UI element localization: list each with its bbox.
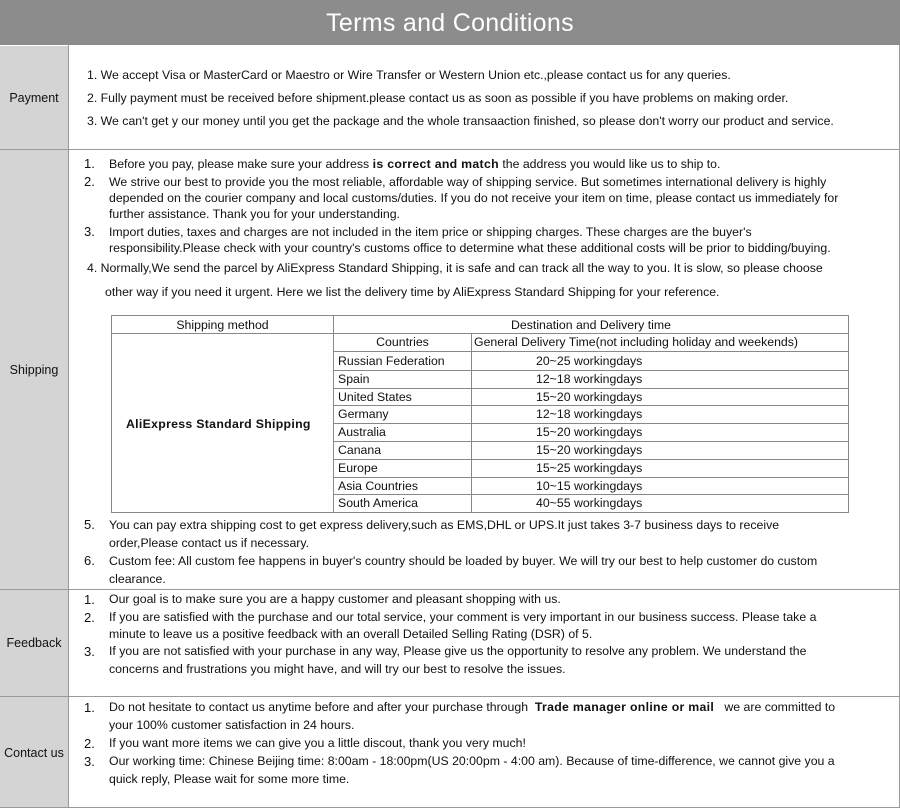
shipping-item-2-line-3: further assistance. Thank you for your understanding. <box>109 207 400 221</box>
shipping-item-5-line-1: You can pay extra shipping cost to get express delivery,such as EMS,DHL or UPS.It just takes 3-7 business days to receive <box>109 518 780 532</box>
table-row-time: 15~20 workingdays <box>536 389 643 404</box>
table-row-country: Germany <box>338 407 389 422</box>
shipping-item-1-text: Before you pay, please make sure your address <box>109 157 373 171</box>
payment-label: Payment <box>0 46 68 149</box>
shipping-method-name: AliExpress Standard Shipping <box>126 417 311 431</box>
table-row-country: Russian Federation <box>338 354 445 368</box>
table-row-country: Spain <box>338 371 370 386</box>
table-row-time: 20~25 workingdays <box>536 354 643 368</box>
table-row-country: Europe <box>338 460 378 475</box>
feedback-item-3-line-2: concerns and frustrations you might have, and will try our best to resolve the issues. <box>109 662 566 676</box>
contact-item-1-line-2: your 100% customer satisfaction in 24 hours. <box>109 718 355 732</box>
divider <box>68 45 69 808</box>
shipping-item-2-line-2: depended on the courier company and local customs/duties. If you do not receive your item on time, please contact us immediately for <box>109 191 839 205</box>
table-row-country: South America <box>338 496 418 511</box>
table-row-time: 12~18 workingdays <box>536 407 643 422</box>
table-header-time: General Delivery Time(not including holiday and weekends) <box>474 335 798 349</box>
contact-label: Contact us <box>0 697 68 808</box>
list-number: 2. <box>84 174 95 189</box>
table-row-time: 10~15 workingdays <box>536 478 643 493</box>
shipping-item-5-line-2: order,Please contact us if necessary. <box>109 536 310 550</box>
feedback-label: Feedback <box>0 590 68 696</box>
payment-item-2: 2. Fully payment must be received before shipment.please contact us as soon as possible if you have problems on making order. <box>87 91 789 105</box>
table-header-method: Shipping method <box>176 318 269 332</box>
table-row-time: 40~55 workingdays <box>536 496 643 511</box>
shipping-item-6-line-1: Custom fee: All custom fee happens in buyer's country should be loaded by buyer. We will try our best to help customer do custom <box>109 554 818 568</box>
table-header-destination: Destination and Delivery time <box>511 318 671 332</box>
payment-item-1: 1. We accept Visa or MasterCard or Maestro or Wire Transfer or Western Union etc.,please contact us for any queries. <box>87 68 731 82</box>
shipping-item-4-line-2: other way if you need it urgent. Here we list the delivery time by AliExpress Standard Shipping for your reference. <box>105 285 720 299</box>
table-row-time: 12~18 workingdays <box>536 371 643 386</box>
table-rule <box>333 351 848 352</box>
shipping-item-1-text-end: the address you would like us to ship to. <box>498 157 721 171</box>
contact-item-1-bold: Trade manager online or mail <box>534 700 715 714</box>
delivery-time-table <box>111 315 849 513</box>
contact-item-2: If you want more items we can give you a little discout, thank you very much! <box>109 736 526 750</box>
shipping-item-1 <box>109 156 720 173</box>
table-row-country: Australia <box>338 425 386 440</box>
list-number: 2. <box>84 610 95 625</box>
feedback-item-2-line-1: If you are satisfied with the purchase and our total service, your comment is very important in our business success. Please take a <box>109 610 817 624</box>
divider <box>0 589 900 590</box>
list-number: 2. <box>84 736 95 751</box>
payment-item-3: 3. We can't get y our money until you get the package and the whole transaaction finished, so please don't worry our product and service. <box>87 114 834 128</box>
feedback-item-3-line-1: If you are not satisfied with your purchase in any way, Please give us the opportunity to resolve any problem. We understand the <box>109 644 807 658</box>
feedback-item-1: Our goal is to make sure you are a happy customer and pleasant shopping with us. <box>109 592 561 606</box>
divider <box>0 696 900 697</box>
shipping-item-2-line-1: We strive our best to provide you the most reliable, affordable way of shipping service. But sometimes international delivery is highly <box>109 175 827 189</box>
shipping-item-1-bold: is correct and match <box>372 157 499 171</box>
shipping-item-4-line-1: 4. Normally,We send the parcel by AliExpress Standard Shipping, it is safe and can track all the way to you. It is slow, so please choose <box>87 261 823 275</box>
list-number: 3. <box>84 644 95 659</box>
contact-item-3-line-1: Our working time: Chinese Beijing time: 8:00am - 18:00pm(US 20:00pm - 4:00 am). Because of time-difference, we cannot give you a <box>109 754 835 768</box>
shipping-item-3-line-1: Import duties, taxes and charges are not included in the item price or shipping charges. These charges are the buyer's <box>109 225 752 239</box>
table-row-country: Asia Countries <box>338 478 418 493</box>
divider <box>0 149 900 150</box>
table-row-time: 15~20 workingdays <box>536 425 643 440</box>
shipping-item-6-line-2: clearance. <box>109 572 166 586</box>
table-row-time: 15~25 workingdays <box>536 460 643 475</box>
contact-item-1-line-1 <box>109 699 835 716</box>
table-header-countries: Countries <box>376 335 429 349</box>
list-number: 1. <box>84 156 95 171</box>
contact-item-1-text-end: we are committed to <box>714 700 836 714</box>
shipping-label: Shipping <box>0 150 68 589</box>
feedback-item-2-line-2: minute to leave us a positive feedback with an overall Detailed Selling Rating (DSR) of 5. <box>109 627 593 641</box>
shipping-item-3-line-2: responsibility.Please check with your country's customs office to determine what these additional costs will be prior to bidding/buying. <box>109 241 831 255</box>
contact-item-1-text: Do not hesitate to contact us anytime before and after your purchase through <box>109 700 535 714</box>
table-row-country: United States <box>338 389 412 404</box>
list-number: 6. <box>84 553 95 568</box>
table-row-country: Canana <box>338 443 382 457</box>
contact-item-3-line-2: quick reply, Please wait for some more time. <box>109 772 350 786</box>
list-number: 5. <box>84 517 95 532</box>
list-number: 3. <box>84 754 95 769</box>
list-number: 1. <box>84 700 95 715</box>
table-row-time: 15~20 workingdays <box>536 443 643 457</box>
list-number: 1. <box>84 592 95 607</box>
list-number: 3. <box>84 224 95 239</box>
page-title: Terms and Conditions <box>0 0 900 45</box>
